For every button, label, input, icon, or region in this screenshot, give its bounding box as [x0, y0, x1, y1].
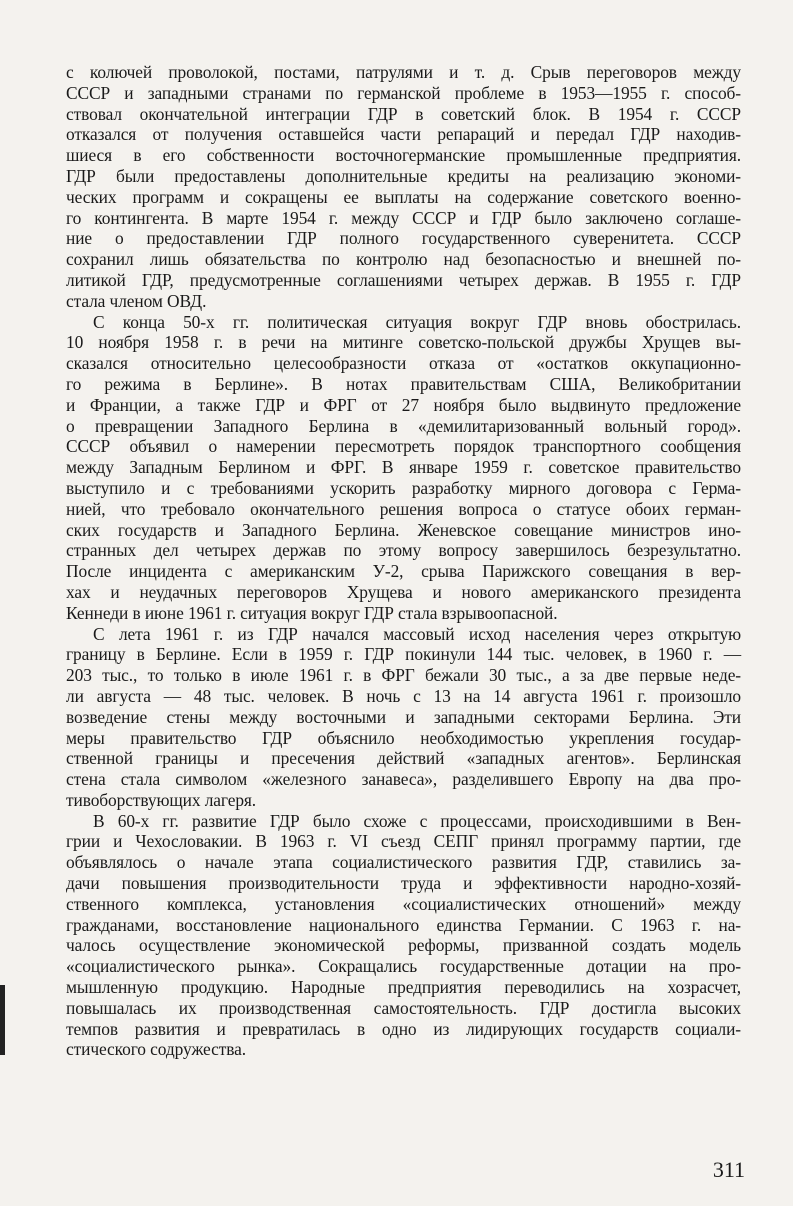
text-line: 10 ноября 1958 г. в речи на митинге советско-польской дружбы Хрущев вы- — [66, 332, 741, 353]
body-text — [66, 62, 741, 1060]
text-line: СССР объявил о намерении пересмотреть порядок транспортного сообщения — [66, 436, 741, 457]
text-line: грии и Чехословакии. В 1963 г. VI съезд СЕПГ принял программу партии, где — [66, 831, 741, 852]
text-line: После инцидента с американским У-2, срыва Парижского совещания в вер- — [66, 561, 741, 582]
text-line: «социалистического рынка». Сокращались государственные дотации на про- — [66, 956, 741, 977]
text-line: шиеся в его собственности восточногерманские промышленные предприятия. — [66, 145, 741, 166]
text-line: повышалась их производственная самостоятельность. ГДР достигла высоких — [66, 997, 741, 1018]
text-line: СССР и западными странами по германской проблеме в 1953—1955 г. способ- — [66, 82, 741, 103]
text-line: ли августа — 48 тыс. человек. В ночь с 13 на 14 августа 1961 г. произошло — [66, 685, 741, 706]
text-line: возведение стены между восточными и западными секторами Берлина. Эти — [66, 706, 741, 727]
text-line: литикой ГДР, предусмотренные соглашениями четырех держав. В 1955 г. ГДР — [66, 269, 741, 290]
text-line: стала членом ОВД. — [66, 290, 207, 311]
text-line: и Франции, а также ГДР и ФРГ от 27 ноября было выдвинуто предложение — [66, 394, 741, 415]
text-line: ческих программ и сокращены ее выплаты на содержание советского военно- — [66, 186, 741, 207]
text-line: С конца 50-х гг. политическая ситуация вокруг ГДР вновь обострилась. — [93, 311, 741, 332]
text-line: чалось осуществление экономической реформы, призванной создать модель — [66, 935, 741, 956]
text-line: ственной границы и пресечения действий «западных агентов». Берлинская — [66, 748, 741, 769]
text-line: стического содружества. — [66, 1039, 246, 1060]
text-line: меры правительство ГДР объяснило необходимостью укрепления государ- — [66, 727, 741, 748]
text-line: мышленную продукцию. Народные предприятия переводились на хозрасчет, — [66, 977, 741, 998]
page-number: 311 — [712, 1157, 745, 1182]
text-line: С лета 1961 г. из ГДР начался массовый исход населения через открытую — [93, 623, 741, 644]
text-line: объявлялось о начале этапа социалистического развития ГДР, ставились за- — [66, 852, 741, 873]
text-line: странных дел четырех держав по этому вопросу завершилось безрезультатно. — [66, 540, 741, 561]
binding-shadow — [0, 985, 5, 1055]
text-line: го контингента. В марте 1954 г. между СССР и ГДР было заключено соглаше- — [66, 207, 741, 228]
paragraph — [66, 624, 741, 811]
text-line: между Западным Берлином и ФРГ. В январе 1959 г. советское правительство — [66, 457, 741, 478]
text-line: с колючей проволокой, постами, патрулями и т. д. Срыв переговоров между — [66, 62, 741, 82]
text-line: ских государств и Западного Берлина. Женевское совещание министров ино- — [66, 519, 741, 540]
text-line: гражданами, восстановление национального единства Германии. С 1963 г. на- — [66, 914, 741, 935]
text-line: дачи повышения производительности труда и эффективности народно-хозяй- — [66, 873, 741, 894]
text-line: го режима в Берлине». В нотах правительствам США, Великобритании — [66, 373, 741, 394]
paragraph — [66, 811, 741, 1061]
text-line: 203 тыс., то только в июле 1961 г. в ФРГ бежали 30 тыс., а за две первые неде- — [66, 665, 741, 686]
text-line: ГДР были предоставлены дополнительные кредиты на реализацию экономи- — [66, 165, 741, 186]
text-line: В 60-х гг. развитие ГДР было схоже с процессами, происходившими в Вен- — [93, 810, 741, 831]
text-line: границу в Берлине. Если в 1959 г. ГДР покинули 144 тыс. человек, в 1960 г. — — [66, 644, 741, 665]
paragraph — [66, 62, 741, 312]
text-line: сохранил лишь обязательства по контролю над безопасностью и внешней по- — [66, 249, 741, 270]
text-line: о превращении Западного Берлина в «демилитаризованный вольный город». — [66, 415, 741, 436]
text-line: нией, что требовало окончательного решения вопроса о статусе обоих герман- — [66, 498, 741, 519]
text-line: темпов развития и превратилась в одно из лидирующих государств социали- — [66, 1018, 741, 1039]
paragraph — [66, 312, 741, 624]
text-line: ние о предоставлении ГДР полного государственного суверенитета. СССР — [66, 228, 741, 249]
text-line: ственного комплекса, установления «социалистических отношений» между — [66, 893, 741, 914]
text-line: сказался относительно целесообразности отказа от «остатков оккупационно- — [66, 353, 741, 374]
text-line: тивоборствующих лагеря. — [66, 789, 257, 810]
text-line: Кеннеди в июне 1961 г. ситуация вокруг ГДР стала взрывоопасной. — [66, 602, 558, 623]
text-line: стена стала символом «железного занавеса», разделившего Европу на два про- — [66, 769, 741, 790]
text-line: хах и неудачных переговоров Хрущева и нового американского президента — [66, 581, 741, 602]
text-line: ствовал окончательной интеграции ГДР в советский блок. В 1954 г. СССР — [66, 103, 741, 124]
text-line: отказался от получения оставшейся части репараций и передал ГДР находив- — [66, 124, 741, 145]
text-line: выступило и с требованиями ускорить разработку мирного договора с Герма- — [66, 477, 741, 498]
